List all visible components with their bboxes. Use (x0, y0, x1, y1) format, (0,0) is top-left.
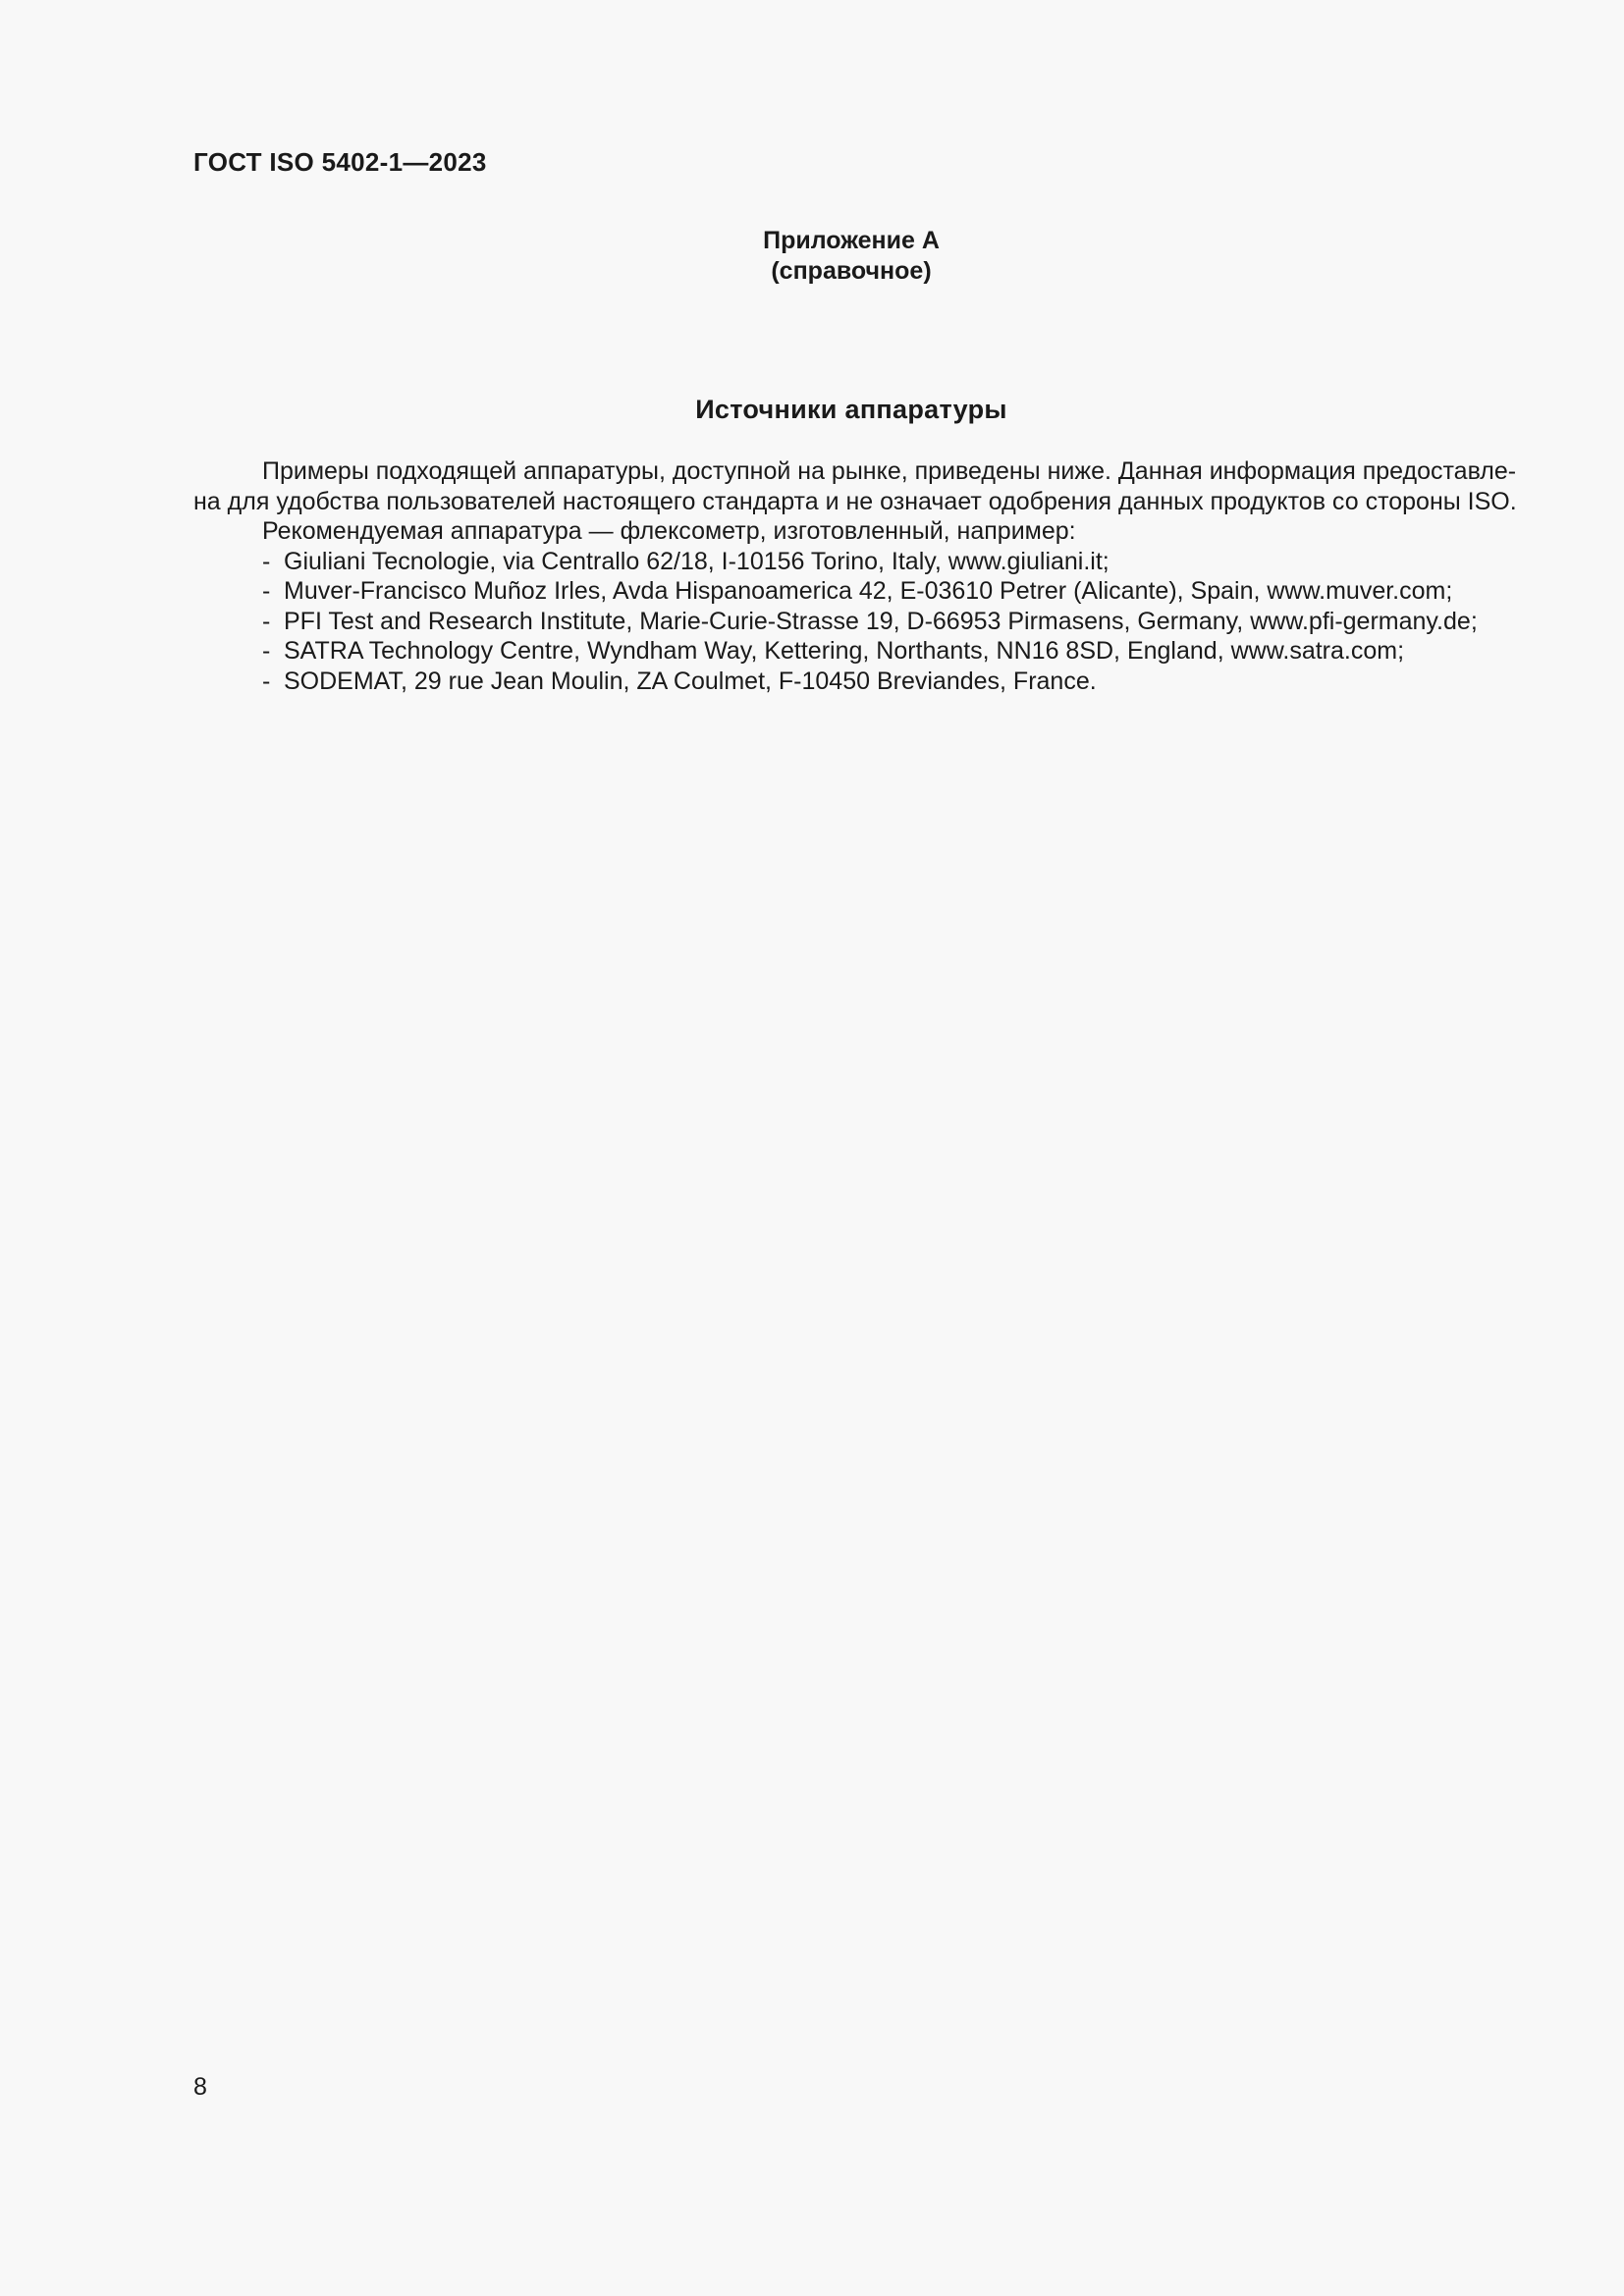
annex-title: Приложение А (763, 227, 940, 254)
page-number: 8 (193, 2073, 207, 2101)
document-code-header: ГОСТ ISO 5402-1—2023 (193, 147, 487, 177)
list-dash: - (262, 667, 271, 695)
list-item (193, 636, 1509, 667)
list-item (193, 607, 1509, 637)
annex-heading (0, 226, 1624, 287)
annex-status: (справочное) (771, 257, 932, 285)
list-item-text: SODEMAT, 29 rue Jean Moulin, ZA Coulmet, F-10450 Breviandes, France. (284, 667, 1097, 695)
list-dash: - (262, 547, 271, 575)
list-dash: - (262, 577, 271, 605)
list-item-text: PFI Test and Research Institute, Marie-Curie-Strasse 19, D-66953 Pirmasens, Germany, www.pfi-germany.de; (284, 607, 1478, 635)
paragraph-line: Рекомендуемая аппаратура — флексометр, изготовленный, например: (262, 517, 1076, 545)
list-item-text: SATRA Technology Centre, Wyndham Way, Kettering, Northants, NN16 8SD, England, www.satra.com; (284, 637, 1405, 665)
body-text (193, 456, 1517, 696)
paragraph-line: на для удобства пользователей настоящего стандарта и не означает одобрения данных продуктов со стороны ISO. (193, 487, 1517, 515)
list-item-text: Muver-Francisco Muñoz Irles, Avda Hispanoamerica 42, E-03610 Petrer (Alicante), Spain, www.muver.com; (284, 577, 1453, 605)
paragraph-line: Примеры подходящей аппаратуры, доступной на рынке, приведены ниже. Данная информация предоставле- (262, 457, 1517, 485)
section-title: Источники аппаратуры (695, 395, 1007, 424)
list-item (193, 667, 1509, 697)
list-item (193, 576, 1509, 607)
list-dash: - (262, 607, 271, 635)
list-dash: - (262, 637, 271, 665)
list-item-text: Giuliani Tecnologie, via Centrallo 62/18, I-10156 Torino, Italy, www.giuliani.it; (284, 547, 1110, 575)
list-item (193, 547, 1509, 577)
